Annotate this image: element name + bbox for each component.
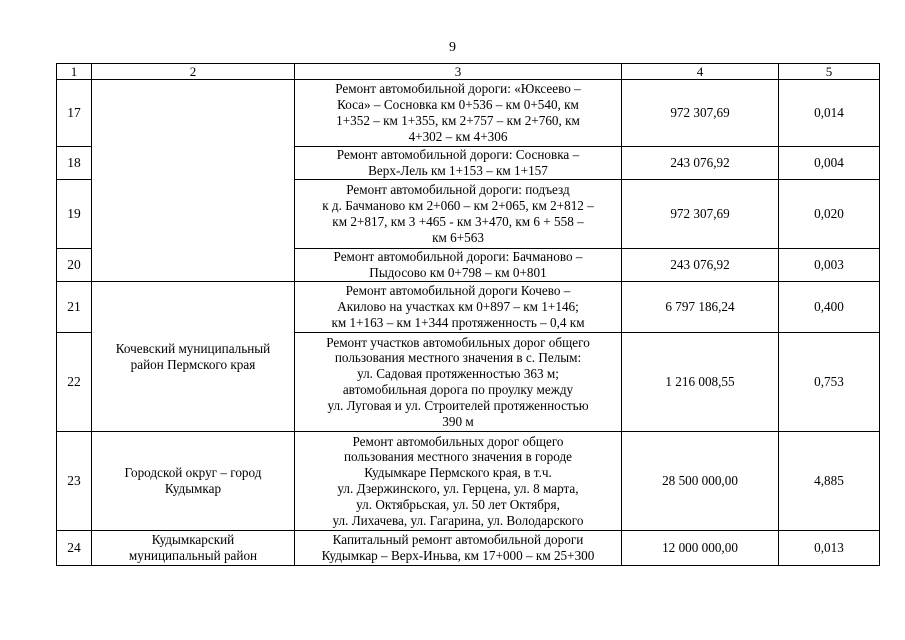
description-line: Кудымкаре Пермского края, в т.ч. <box>364 465 552 481</box>
description-line: Ремонт автомобильных дорог общего <box>352 433 564 449</box>
description-line: Верх-Лель км 1+153 – км 1+157 <box>368 163 548 178</box>
municipality-cell-kudymkar-city <box>92 432 295 531</box>
description-line: Ремонт автомобильной дороги: подъезд <box>346 182 570 198</box>
description-line: 4+302 – км 4+306 <box>408 128 508 144</box>
description-line: Кудымкар – Верх-Иньва, км 17+000 – км 25+300 <box>321 548 595 563</box>
header-col-5: 5 <box>779 64 880 80</box>
row-length: 0,003 <box>779 249 880 282</box>
municipality-line: Кочевский муниципальный <box>115 340 271 356</box>
description-line: Ремонт автомобильной дороги: «Юксеево – <box>335 81 581 97</box>
municipality-line: муниципальный район <box>128 548 258 563</box>
row-amount: 972 307,69 <box>622 180 779 249</box>
table-row <box>57 282 880 333</box>
description-line: км 6+563 <box>432 229 484 245</box>
row-amount: 28 500 000,00 <box>622 432 779 531</box>
description-line: пользования местного значения в с. Пелым: <box>334 350 582 366</box>
municipality-line: Кудымкарский <box>151 532 235 548</box>
row-amount: 12 000 000,00 <box>622 531 779 566</box>
table-row <box>57 531 880 566</box>
description-line: к д. Бачманово км 2+060 – км 2+065, км 2+812 – <box>322 198 594 214</box>
row-amount: 1 216 008,55 <box>622 333 779 432</box>
row-description <box>295 282 622 333</box>
description-line: ул. Дзержинского, ул. Герцена, ул. 8 марта, <box>337 481 579 496</box>
row-number: 20 <box>57 249 92 282</box>
roads-table <box>56 63 880 566</box>
table-row <box>57 80 880 147</box>
row-number: 19 <box>57 180 92 249</box>
row-number: 23 <box>57 432 92 531</box>
row-amount: 972 307,69 <box>622 80 779 147</box>
row-length: 0,400 <box>779 282 880 333</box>
row-length: 0,753 <box>779 333 880 432</box>
header-col-4: 4 <box>622 64 779 80</box>
row-description <box>295 249 622 282</box>
description-line: автомобильная дорога по проулку между <box>342 382 574 397</box>
description-line: пользования местного значения в городе <box>343 449 573 465</box>
municipality-cell-empty <box>92 80 295 282</box>
description-line: Ремонт автомобильной дороги Кочево – <box>345 283 571 299</box>
row-number: 24 <box>57 531 92 566</box>
row-description <box>295 432 622 531</box>
municipality-line: Городской округ – город <box>124 465 262 481</box>
row-number: 22 <box>57 333 92 432</box>
header-col-2: 2 <box>92 64 295 80</box>
description-line: Капитальный ремонт автомобильной дороги <box>332 532 584 548</box>
description-line: ул. Октябрьская, ул. 50 лет Октября, <box>356 496 560 512</box>
municipality-cell-kudymkar-district <box>92 531 295 566</box>
row-number: 21 <box>57 282 92 333</box>
row-description <box>295 333 622 432</box>
municipality-line: Кудымкар <box>164 481 222 496</box>
row-amount: 243 076,92 <box>622 147 779 180</box>
row-number: 18 <box>57 147 92 180</box>
table-row <box>57 432 880 531</box>
municipality-cell-kochevsky <box>92 282 295 432</box>
description-line: ул. Луговая и ул. Строителей протяженностью <box>327 397 589 413</box>
description-line: Ремонт автомобильной дороги: Бачманово – <box>333 249 583 265</box>
municipality-line: район Пермского края <box>130 356 256 372</box>
row-length: 0,014 <box>779 80 880 147</box>
description-line: Коса» – Сосновка км 0+536 – км 0+540, км <box>337 97 579 113</box>
description-line: км 1+163 – км 1+344 протяженность – 0,4 км <box>331 314 585 330</box>
header-col-1: 1 <box>57 64 92 80</box>
description-line: Акилово на участках км 0+897 – км 1+146; <box>337 299 579 315</box>
row-length: 0,013 <box>779 531 880 566</box>
row-description <box>295 80 622 147</box>
row-number: 17 <box>57 80 92 147</box>
description-line: км 2+817, км 3 +465 - км 3+470, км 6 + 558 – <box>332 214 584 229</box>
row-length: 0,020 <box>779 180 880 249</box>
row-amount: 6 797 186,24 <box>622 282 779 333</box>
description-line: 390 м <box>442 413 474 429</box>
description-line: 1+352 – км 1+355, км 2+757 – км 2+760, км <box>336 113 580 128</box>
page-number: 9 <box>449 40 456 55</box>
row-description <box>295 180 622 249</box>
row-length: 4,885 <box>779 432 880 531</box>
row-amount: 243 076,92 <box>622 249 779 282</box>
table-header-row <box>57 64 880 80</box>
row-description <box>295 531 622 566</box>
row-description <box>295 147 622 180</box>
description-line: Ремонт участков автомобильных дорог общего <box>326 334 590 350</box>
description-line: ул. Садовая протяженностью 363 м; <box>357 366 559 382</box>
row-length: 0,004 <box>779 147 880 180</box>
description-line: ул. Лихачева, ул. Гагарина, ул. Володарского <box>332 512 584 528</box>
description-line: Ремонт автомобильной дороги: Сосновка – <box>336 147 580 163</box>
header-col-3: 3 <box>295 64 622 80</box>
description-line: Пыдосово км 0+798 – км 0+801 <box>369 265 547 280</box>
